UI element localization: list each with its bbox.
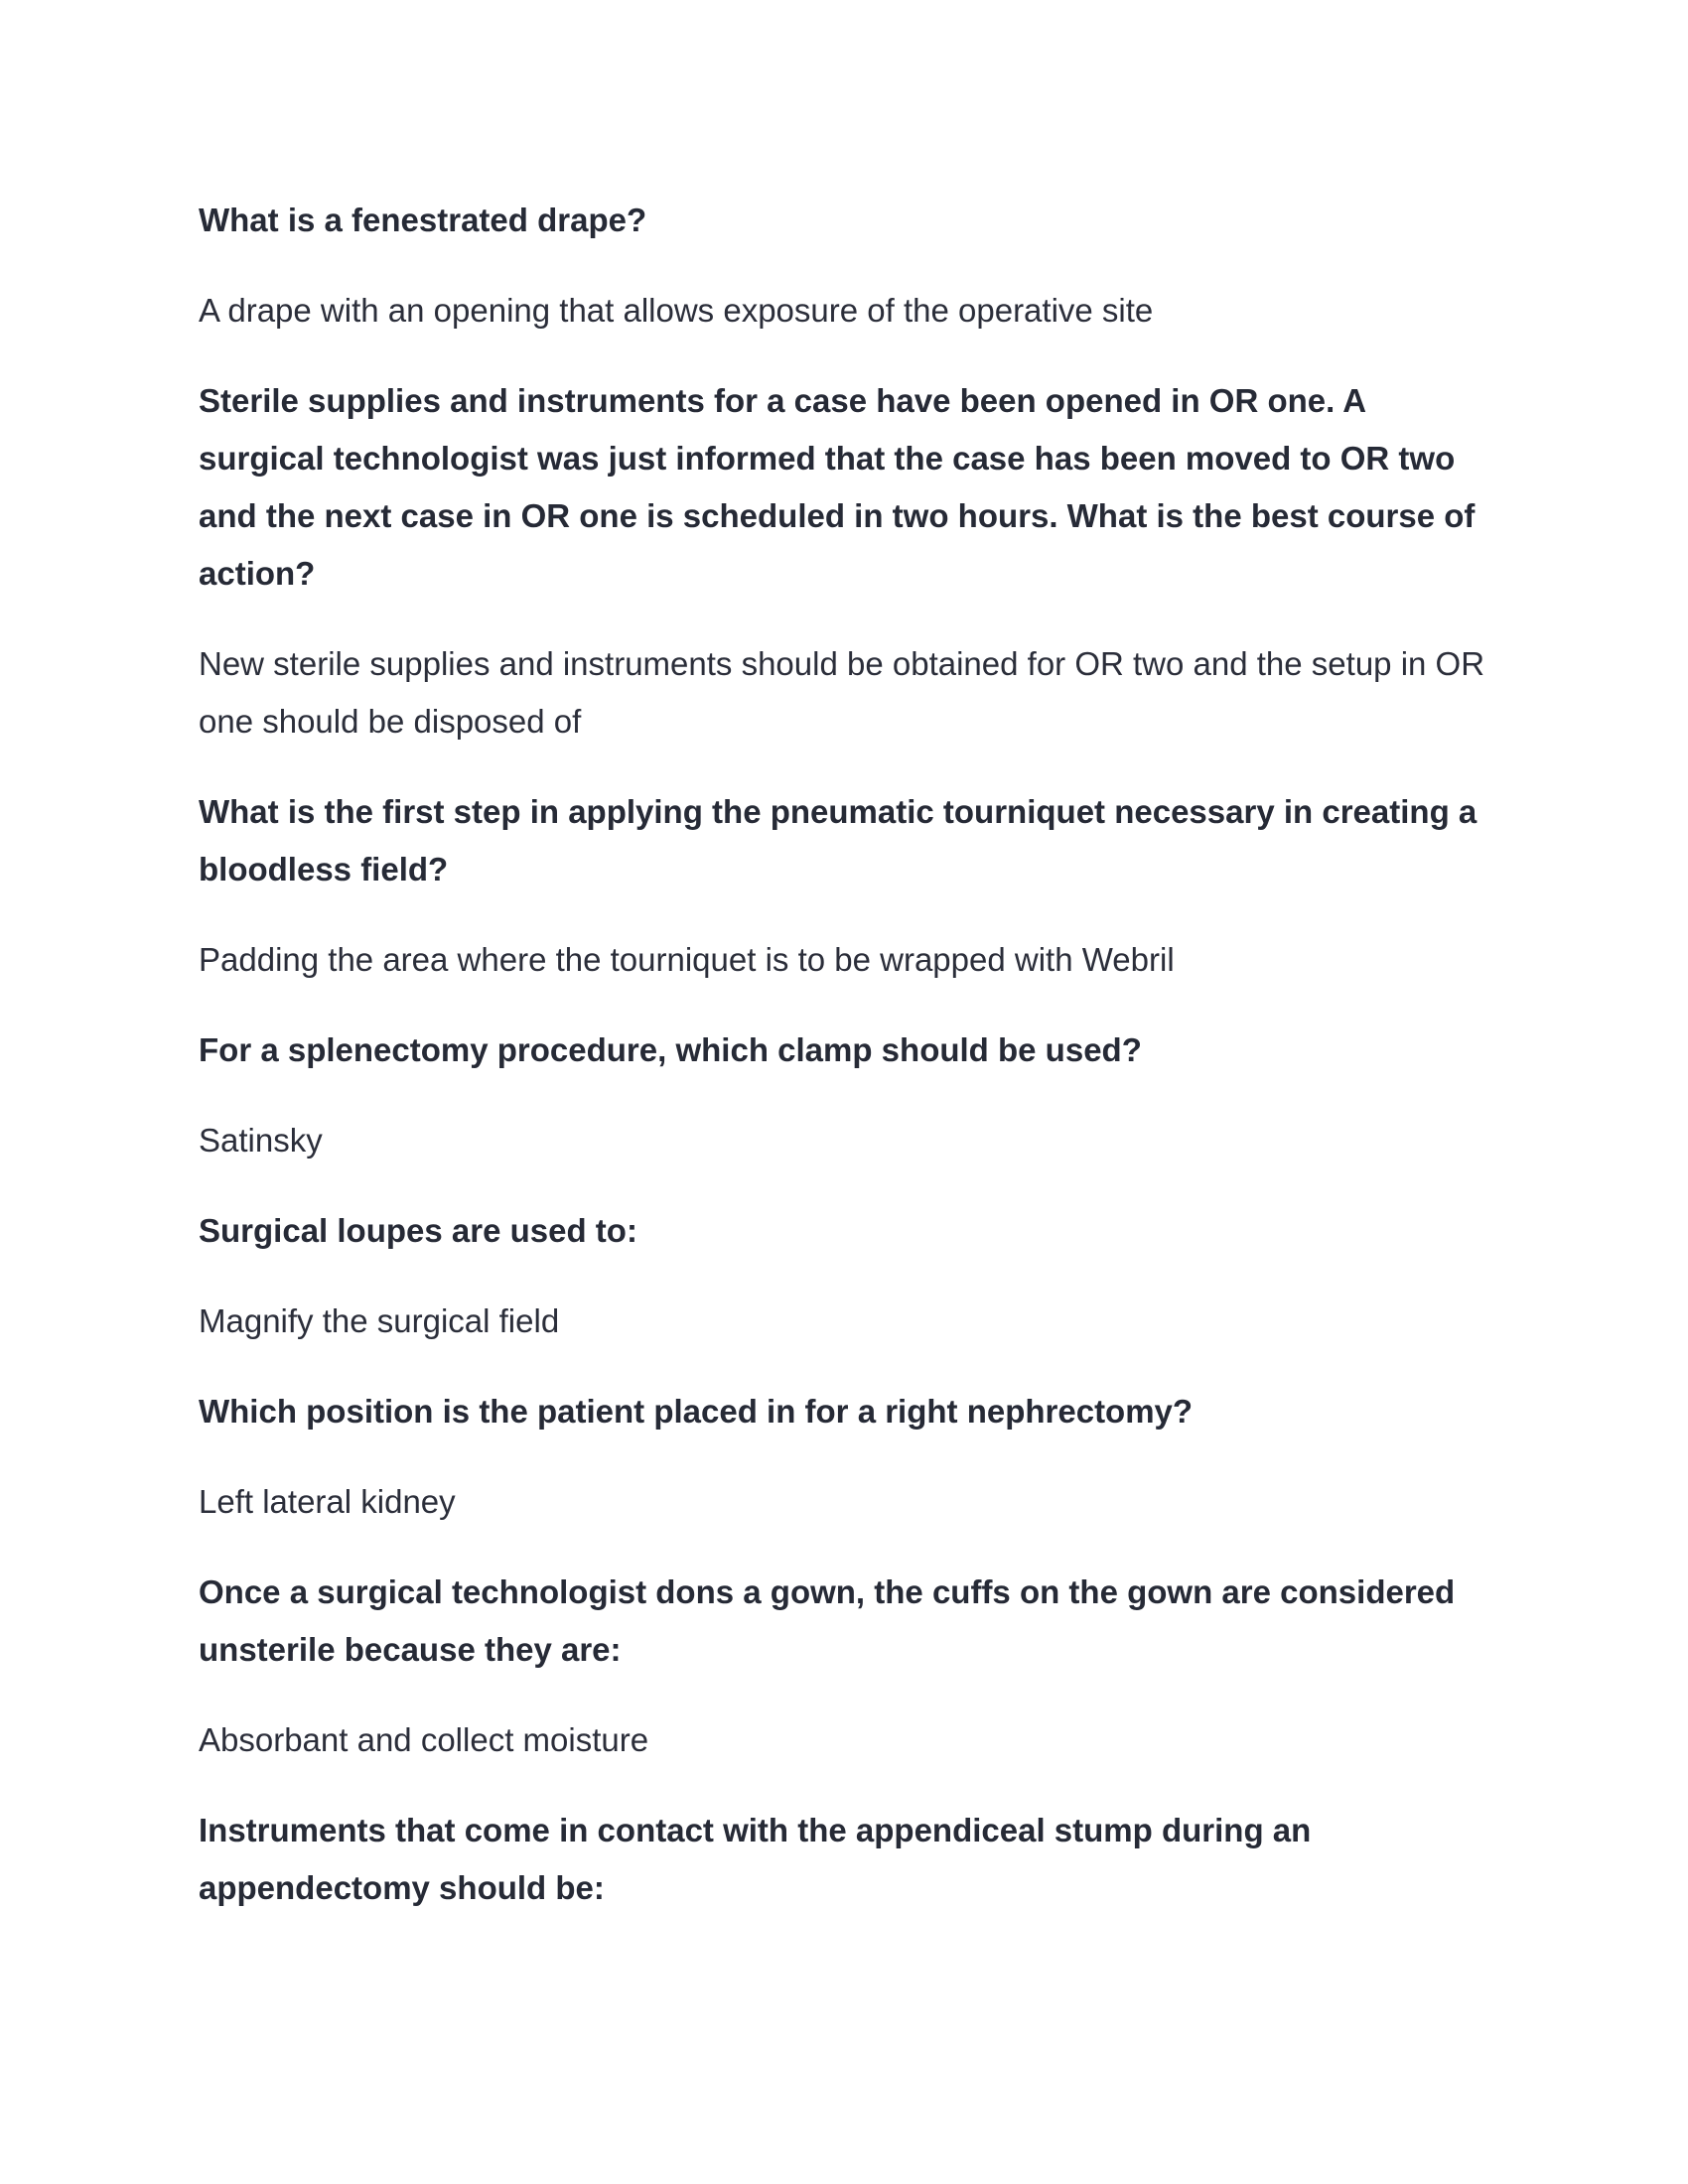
question-6: Which position is the patient placed in for a right nephrectomy?: [199, 1393, 1194, 1430]
question-7: Once a surgical technologist dons a gown, the cuffs on the gown are considered unsterile because they are:: [199, 1573, 1456, 1668]
question-4: For a splenectomy procedure, which clamp should be used?: [199, 1031, 1142, 1068]
question-2: Sterile supplies and instruments for a case have been opened in OR one. A surgical technologist was just informed that the case has been moved to OR two and the next case in OR one is scheduled in two hours. What is the best course of action?: [199, 382, 1476, 592]
answer-1: A drape with an opening that allows exposure of the operative site: [199, 292, 1154, 329]
answer-4: Satinsky: [199, 1122, 323, 1159]
answer-2: New sterile supplies and instruments should be obtained for OR two and the setup in OR one should be disposed of: [199, 645, 1485, 740]
question-1: What is a fenestrated drape?: [199, 202, 647, 238]
answer-7: Absorbant and collect moisture: [199, 1721, 649, 1758]
question-5: Surgical loupes are used to:: [199, 1212, 637, 1249]
answer-5: Magnify the surgical field: [199, 1302, 560, 1339]
answer-3: Padding the area where the tourniquet is to be wrapped with Webril: [199, 941, 1175, 978]
answer-6: Left lateral kidney: [199, 1483, 456, 1520]
question-8: Instruments that come in contact with the appendiceal stump during an appendectomy should be:: [199, 1812, 1312, 1906]
question-3: What is the first step in applying the pneumatic tourniquet necessary in creating a bloodless field?: [199, 793, 1477, 887]
document-page: [199, 192, 1499, 1950]
